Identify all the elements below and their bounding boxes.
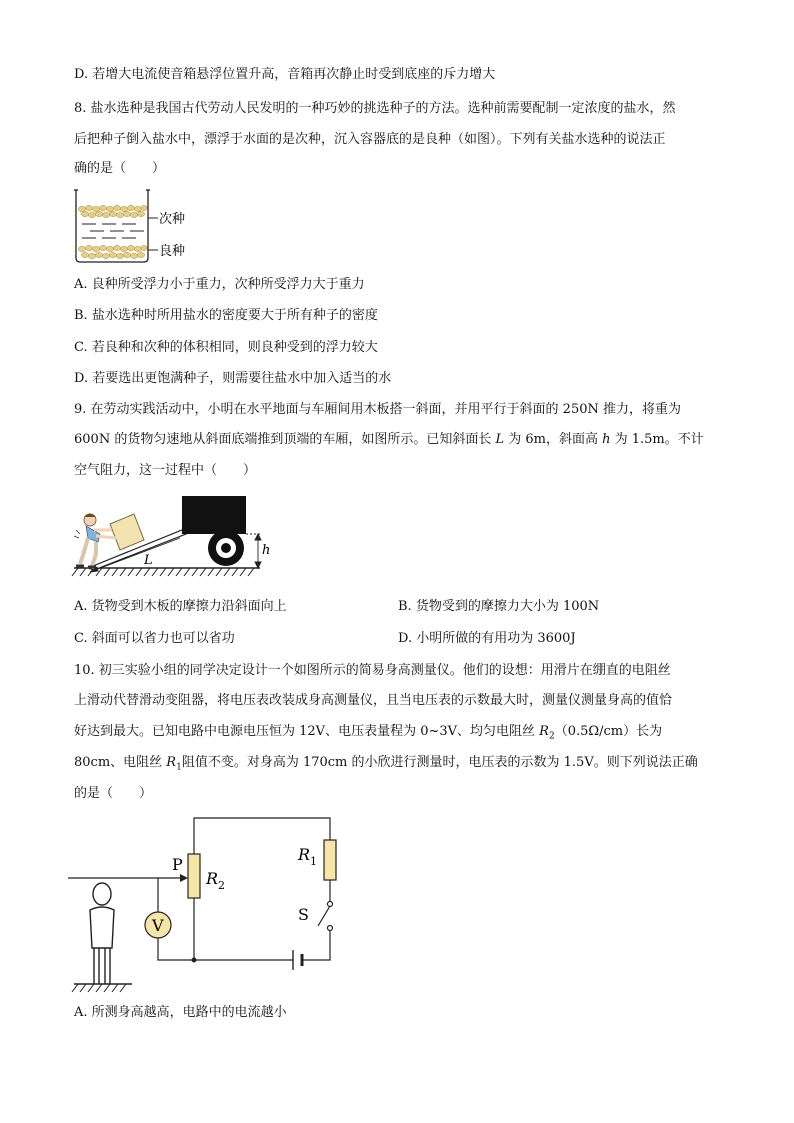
q9-option-d: D. 小明所做的有用功为 3600J bbox=[398, 631, 576, 646]
junction-dot bbox=[192, 958, 197, 963]
q10-stem-line1: 10. 初三实验小组的同学决定设计一个如图所示的简易身高测量仪。他们的设想：用滑片在绷直的电阻丝 bbox=[74, 663, 671, 678]
q10-stem-line2: 上滑动代替滑动变阻器，将电压表改装成身高测量仪，且当电压表的示数最大时，测量仪测量身高的值恰 bbox=[74, 693, 673, 708]
q9-option-c: C. 斜面可以省力也可以省功 bbox=[74, 631, 235, 646]
label-inferior-seed: 次种 bbox=[159, 212, 186, 227]
q9-stem-line2: 600N 的货物匀速地从斜面底端推到顶端的车厢，如图所示。已知斜面长 L 为 6m，斜面高 h 为 1.5m。不计 bbox=[74, 432, 704, 447]
q8-option-d: D. 若要选出更饱满种子，则需要往盐水中加入适当的水 bbox=[74, 371, 392, 386]
label-good-seed: 良种 bbox=[159, 244, 186, 259]
q8-option-b: B. 盐水选种时所用盐水的密度要大于所有种子的密度 bbox=[74, 308, 378, 323]
cargo-box bbox=[110, 514, 144, 550]
circuit-wires bbox=[158, 818, 330, 960]
q9-option-b: B. 货物受到的摩擦力大小为 100N bbox=[398, 599, 600, 614]
q9-stem-line3: 空气阻力，这一过程中（ ） bbox=[74, 463, 257, 478]
floor bbox=[72, 984, 132, 992]
q8-stem-line2: 后把种子倒入盐水中，漂浮于水面的是次种，沉入容器底的是良种（如图）。下列有关盐水选种的说法正 bbox=[74, 132, 666, 147]
q7-option-d: D. 若增大电流使音箱悬浮位置升高，音箱再次静止时受到底座的斥力增大 bbox=[74, 67, 496, 82]
q8-stem-line1: 8. 盐水选种是我国古代劳动人民发明的一种巧妙的挑选种子的方法。选种前需要配制一定浓度的盐水，然 bbox=[74, 101, 676, 116]
q10-option-a: A. 所测身高越高，电路中的电流越小 bbox=[74, 1005, 287, 1020]
label-R2: $R_2$ bbox=[206, 869, 226, 892]
floating-seeds bbox=[78, 205, 147, 217]
label-P: P bbox=[172, 855, 183, 874]
resistor-R2 bbox=[188, 854, 200, 898]
q8-stem-line3: 确的是（ ） bbox=[74, 161, 166, 176]
truck bbox=[182, 496, 246, 566]
label-R1: $R_1$ bbox=[298, 845, 318, 868]
water-lines bbox=[82, 224, 144, 238]
label-V: V bbox=[152, 916, 164, 935]
q9-stem-line1: 9. 在劳动实践活动中，小明在水平地面与车厢间用木板搭一斜面，并用平行于斜面的 250N 推力，将重为 bbox=[74, 402, 681, 417]
resistor-R1 bbox=[324, 840, 336, 880]
q9-incline-figure bbox=[70, 490, 280, 580]
q8-option-c: C. 若良种和次种的体积相同，则良种受到的浮力较大 bbox=[74, 340, 378, 355]
q9-option-a: A. 货物受到木板的摩擦力沿斜面向上 bbox=[74, 599, 287, 614]
q8-option-a: A. 良种所受浮力小于重力，次种所受浮力大于重力 bbox=[74, 277, 365, 292]
switch-S bbox=[318, 902, 333, 931]
sunken-seeds bbox=[78, 245, 147, 258]
q10-stem-line4: 80cm、电阻丝 $R_1$阻值不变。对身高为 170cm 的小欣进行测量时，电压表的示数为 1.5V。则下列说法正确 bbox=[74, 755, 698, 773]
ground bbox=[72, 568, 260, 576]
q10-circuit-figure bbox=[68, 812, 358, 1002]
label-length-L: L bbox=[144, 553, 153, 568]
battery bbox=[293, 950, 302, 970]
q10-stem-line5: 的是（ ） bbox=[74, 786, 153, 801]
q10-stem-line3: 好达到最大。已知电路中电源电压恒为 12V、电压表量程为 0~3V、均匀电阻丝 $R_2(0.5\Omega/cm)$长为 bbox=[74, 724, 663, 742]
height-marker bbox=[246, 534, 262, 568]
slider-arrow-P bbox=[68, 874, 188, 882]
label-S: S bbox=[298, 905, 309, 924]
q8-beaker-figure bbox=[72, 186, 202, 266]
person-figure bbox=[90, 883, 114, 984]
label-height-h: h bbox=[262, 543, 271, 558]
